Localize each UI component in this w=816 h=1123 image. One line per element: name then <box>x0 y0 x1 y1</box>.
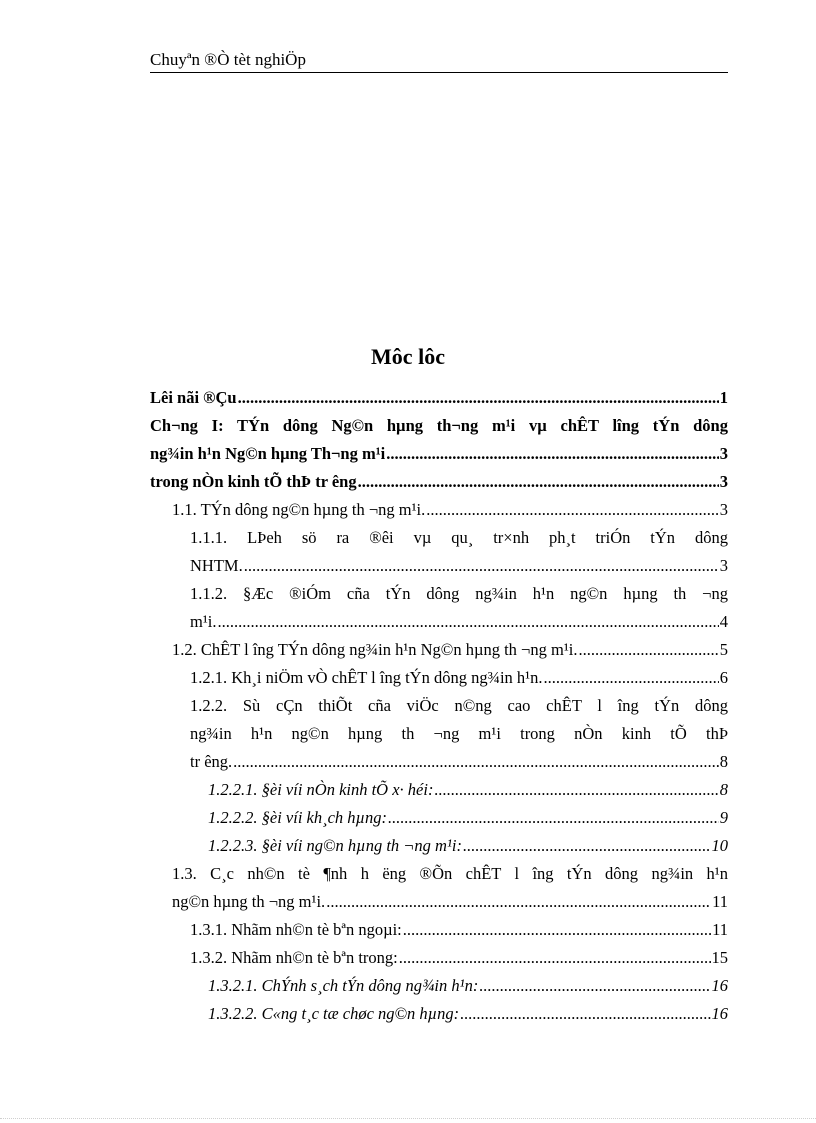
toc-page-number: 6 <box>719 668 728 687</box>
toc-leader-dots <box>386 440 718 468</box>
toc-page-number: 15 <box>711 948 728 967</box>
toc-entry-text: 1.2.2.2. §èi víi kh¸ch hµng: <box>208 808 388 827</box>
toc-entry-text: 1.3.2.2. C«ng t¸c tæ chøc ng©n hµng: <box>208 1004 460 1023</box>
toc-entry <box>150 972 728 1000</box>
toc-entry <box>150 412 728 468</box>
toc-entry-text: ng¾in h¹n ng©n hµng th ¬ng m¹i trong nÒn kinh tÕ thÞ <box>190 724 728 743</box>
toc-entry-text: ng¾in h¹n Ng©n hµng Th¬ng m¹i <box>150 444 386 463</box>
running-header: Chuyªn ®Ò tèt nghiÖp <box>150 50 728 73</box>
toc-entry-text: 1.2.2.1. §èi víi nÒn kinh tÕ x· héi: <box>208 780 434 799</box>
toc-leader-dots <box>460 1000 710 1028</box>
toc-entry-text: trong nÒn kinh tÕ thÞ tr êng <box>150 472 357 491</box>
toc-entry-text: Lêi nãi ®Çu <box>150 388 237 407</box>
toc-entry-text: 1.2.1. Kh¸i niÖm vÒ chÊT l îng tÝn dông ng¾in h¹n. <box>190 668 543 687</box>
toc-entry <box>150 776 728 804</box>
toc-entry <box>150 860 728 916</box>
toc-entry-text: 1.1.2. §Æc ®iÓm cña tÝn dông ng¾in h¹n ng©n hµng th ¬ng <box>190 584 728 603</box>
toc-page-number: 8 <box>719 752 728 771</box>
toc-page-number: 16 <box>711 1004 728 1023</box>
toc-entry-text: ng©n hµng th ¬ng m¹i. <box>172 892 326 911</box>
toc-page-number: 10 <box>711 836 728 855</box>
toc-entry <box>150 384 728 412</box>
toc-title: Môc lôc <box>371 344 445 369</box>
toc-entry <box>150 944 728 972</box>
toc-leader-dots <box>388 804 719 832</box>
toc-entry <box>150 496 728 524</box>
toc-page-number: 11 <box>712 892 728 911</box>
toc-leader-dots <box>358 468 719 496</box>
toc-entry-text: 1.2. ChÊT l îng TÝn dông ng¾in h¹n Ng©n hµng th ¬ng m¹i. <box>172 640 578 659</box>
toc-leader-dots <box>426 496 719 524</box>
toc-page-number: 3 <box>719 556 728 575</box>
toc-page-number: 9 <box>719 808 728 827</box>
toc-entry-text: 1.2.2. Sù cÇn thiÕt cña viÖc n©ng cao chÊT l îng tÝn dông <box>190 696 728 715</box>
toc-page-number: 3 <box>719 500 728 519</box>
toc-page-number: 16 <box>711 976 728 995</box>
toc-page-number: 3 <box>719 472 728 491</box>
toc-entry <box>150 468 728 496</box>
toc-leader-dots <box>399 944 711 972</box>
toc-entry-text: 1.2.2.3. §èi víi ng©n hµng th ¬ng m¹i: <box>208 836 462 855</box>
toc-entry-text: 1.3. C¸c nh©n tè ¶nh h ëng ®Õn chÊT l îng tÝn dông ng¾in h¹n <box>172 864 728 883</box>
toc-entry-text: m¹i. <box>190 612 217 631</box>
toc-page-number: 5 <box>719 640 728 659</box>
toc-page-number: 8 <box>719 780 728 799</box>
toc-entry-text: 1.3.1. Nhãm nh©n tè bªn ngoµi: <box>190 920 402 939</box>
toc-entry <box>150 832 728 860</box>
toc-entry-text: 1.3.2.1. ChÝnh s¸ch tÝn dông ng¾in h¹n: <box>208 976 479 995</box>
toc-entry-text: 1.1. TÝn dông ng©n hµng th ¬ng m¹i. <box>172 500 426 519</box>
toc-leader-dots <box>479 972 710 1000</box>
page-bottom-divider <box>0 1118 816 1119</box>
toc-page-number: 1 <box>719 388 728 407</box>
toc-leader-dots <box>434 776 718 804</box>
toc-entry-text: 1.1.1. LÞeh sö ra ®êi vµ qu¸ tr×nh ph¸t triÓn tÝn dông <box>190 528 728 547</box>
toc-entry <box>150 580 728 636</box>
toc-leader-dots <box>544 664 719 692</box>
toc-leader-dots <box>578 636 718 664</box>
toc-entry <box>150 636 728 664</box>
toc-page-number: 11 <box>712 920 728 939</box>
toc-leader-dots <box>326 888 711 916</box>
toc-entry <box>150 916 728 944</box>
toc-page-number: 4 <box>719 612 728 631</box>
toc-entry <box>150 524 728 580</box>
toc-leader-dots <box>233 748 719 776</box>
toc-entry-text: tr êng. <box>190 752 233 771</box>
toc-entry <box>150 664 728 692</box>
toc-entry-text: Ch¬ng I: TÝn dông Ng©n hµng th¬ng m¹i vµ chÊT lîng tÝn dông <box>150 416 728 435</box>
toc-entry <box>150 1000 728 1028</box>
toc-leader-dots <box>463 832 711 860</box>
toc-leader-dots <box>244 552 719 580</box>
toc-entry-text: 1.3.2. Nhãm nh©n tè bªn trong: <box>190 948 398 967</box>
toc-page-number: 3 <box>719 444 728 463</box>
toc-leader-dots <box>403 916 711 944</box>
toc-entry <box>150 692 728 776</box>
toc-leader-dots <box>238 384 719 412</box>
toc-entry <box>150 804 728 832</box>
toc-leader-dots <box>218 608 719 636</box>
table-of-contents <box>150 384 728 1028</box>
toc-entry-text: NHTM. <box>190 556 243 575</box>
